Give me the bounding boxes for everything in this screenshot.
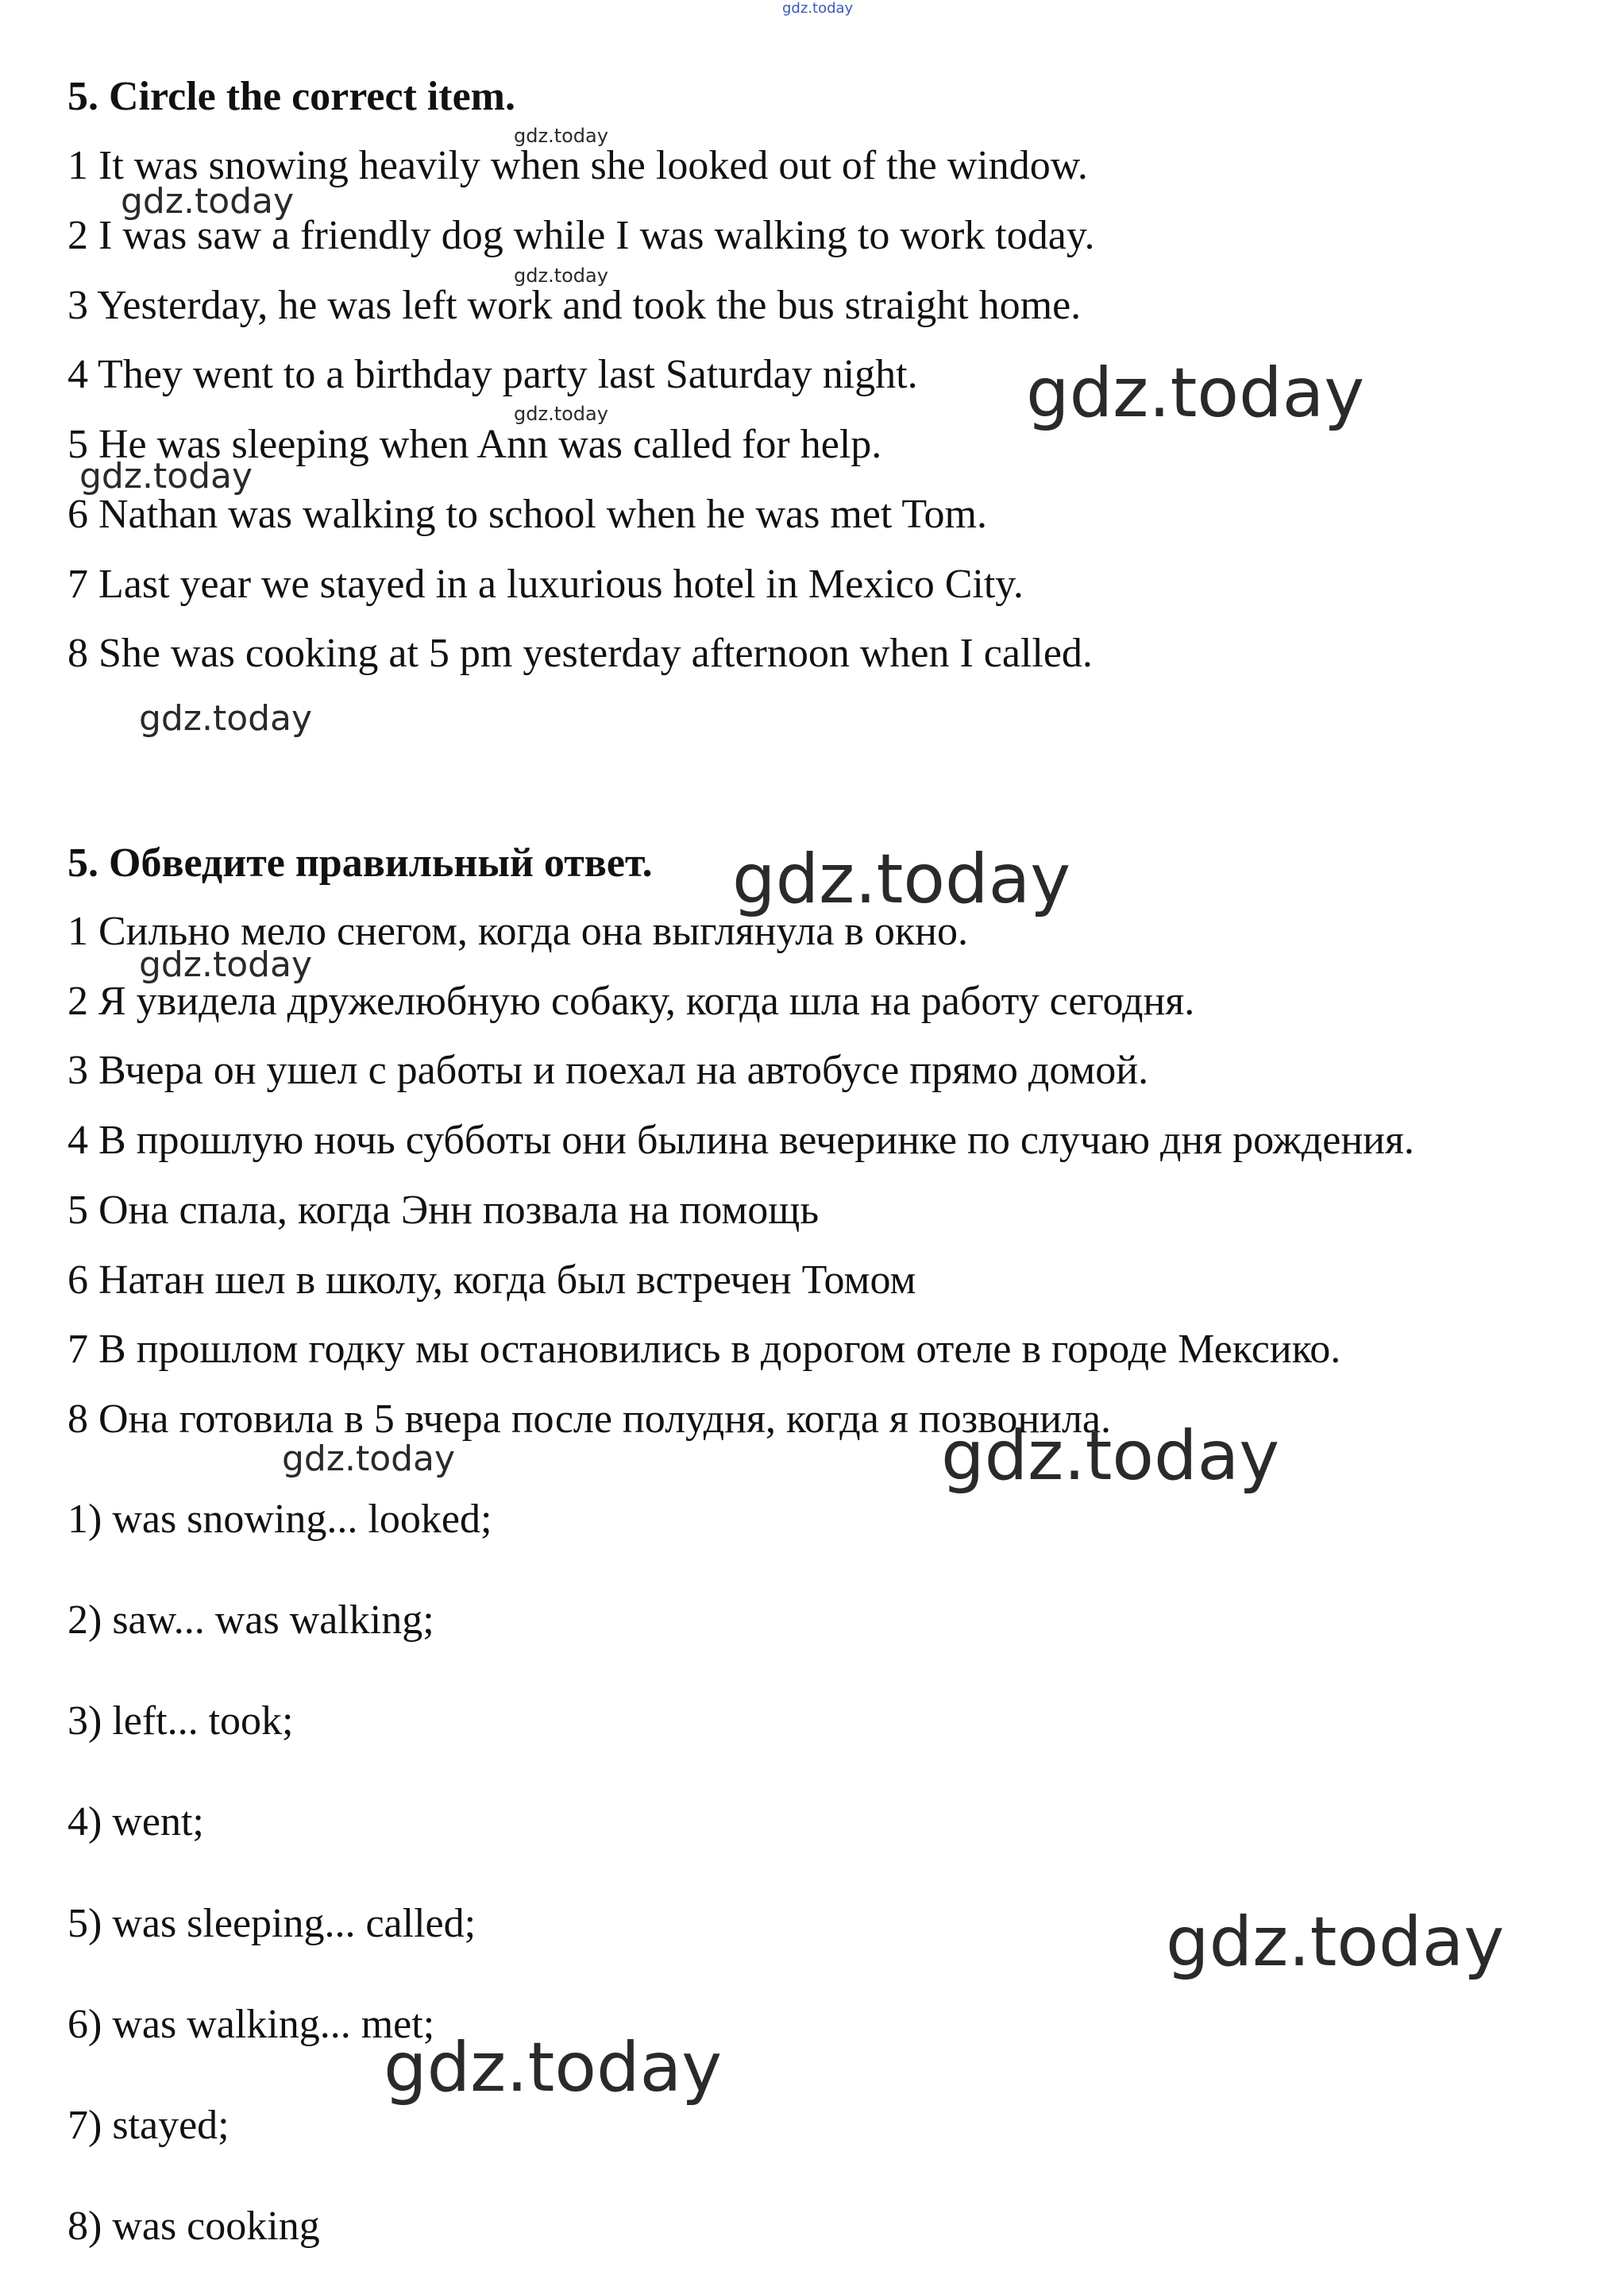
watermark-small-3: gdz.today bbox=[514, 403, 608, 425]
watermark-medium-4: gdz.today bbox=[139, 944, 313, 985]
watermark-top: gdz.today bbox=[782, 0, 854, 17]
watermark-large-4: gdz.today bbox=[1166, 1902, 1505, 1982]
answer-1: 1) was snowing... looked; bbox=[68, 1497, 492, 1542]
answer-8: 8) was cooking bbox=[68, 2204, 320, 2249]
watermark-medium-2: gdz.today bbox=[79, 456, 253, 496]
watermark-medium-1: gdz.today bbox=[121, 181, 295, 222]
watermark-medium-5: gdz.today bbox=[282, 1439, 456, 1479]
english-line-3: 3 Yesterday, he was left work and took the bus straight home. bbox=[68, 283, 1082, 328]
english-line-2: 2 I was saw a friendly dog while I was walking to work today. bbox=[68, 213, 1095, 258]
english-line-5: 5 He was sleeping when Ann was called for help. bbox=[68, 422, 882, 467]
russian-line-3: 3 Вчера он ушел с работы и поехал на автобусе прямо домой. bbox=[68, 1048, 1149, 1093]
russian-line-5: 5 Она спала, когда Энн позвала на помощь bbox=[68, 1188, 820, 1233]
russian-line-4: 4 В прошлую ночь субботы они былина вечеринке по случаю дня рождения. bbox=[68, 1118, 1414, 1163]
answer-6: 6) was walking... met; bbox=[68, 2002, 435, 2047]
watermark-large-5: gdz.today bbox=[384, 2028, 723, 2107]
watermark-large-3: gdz.today bbox=[941, 1416, 1280, 1496]
english-line-1: 1 It was snowing heavily when she looked out of the window. bbox=[68, 143, 1088, 188]
english-line-7: 7 Last year we stayed in a luxurious hotel in Mexico City. bbox=[68, 562, 1024, 607]
watermark-small-1: gdz.today bbox=[514, 125, 608, 147]
russian-heading: 5. Обведите правильный ответ. bbox=[68, 840, 653, 886]
watermark-small-2: gdz.today bbox=[514, 265, 608, 287]
answer-4: 4) went; bbox=[68, 1799, 204, 1844]
answer-2: 2) saw... was walking; bbox=[68, 1597, 434, 1643]
english-line-4: 4 They went to a birthday party last Saturday night. bbox=[68, 352, 918, 397]
russian-line-8: 8 Она готовила в 5 вчера после полудня, когда я позвонила. bbox=[68, 1396, 1112, 1442]
watermark-large-1: gdz.today bbox=[1026, 353, 1365, 433]
answer-3: 3) left... took; bbox=[68, 1698, 294, 1744]
english-line-8: 8 She was cooking at 5 pm yesterday afternoon when I called. bbox=[68, 631, 1093, 676]
answer-5: 5) was sleeping... called; bbox=[68, 1901, 476, 1946]
watermark-large-2: gdz.today bbox=[732, 840, 1071, 919]
watermark-medium-3: gdz.today bbox=[139, 698, 313, 739]
russian-line-2: 2 Я увидела дружелюбную собаку, когда шла на работу сегодня. bbox=[68, 979, 1195, 1024]
answer-7: 7) stayed; bbox=[68, 2103, 230, 2148]
english-line-6: 6 Nathan was walking to school when he was met Tom. bbox=[68, 492, 987, 537]
english-heading: 5. Circle the correct item. bbox=[68, 74, 516, 119]
russian-line-7: 7 В прошлом годку мы остановились в дорогом отеле в городе Мексико. bbox=[68, 1327, 1341, 1372]
russian-line-6: 6 Натан шел в школу, когда был встречен Томом bbox=[68, 1257, 916, 1303]
russian-line-1: 1 Сильно мело снегом, когда она выглянула в окно. bbox=[68, 909, 968, 954]
